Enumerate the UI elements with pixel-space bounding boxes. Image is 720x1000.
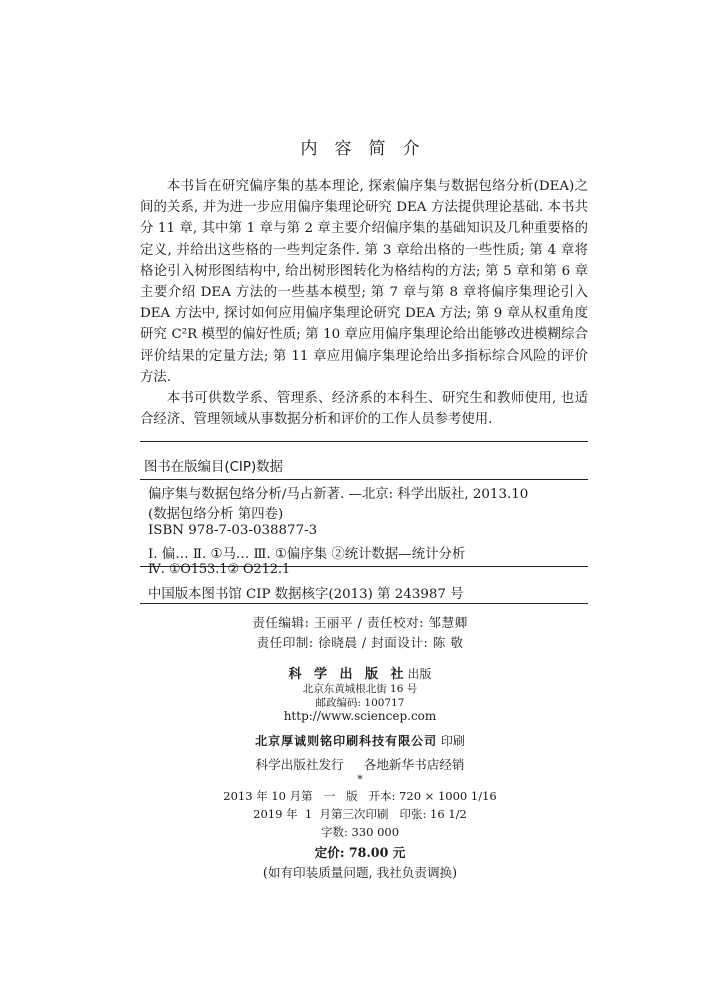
introduction <box>140 176 588 430</box>
word-count: 字数: 330 000 <box>320 825 400 839</box>
page-title: 内容简介 <box>300 139 437 159</box>
printer-role: 印刷 <box>440 734 465 748</box>
publisher-line <box>0 663 720 682</box>
quality-notice: (如有印装质量问题, 我社负责调换) <box>262 865 458 880</box>
intro-paragraph-1: 本书旨在研究偏序集的基本理论, 探索偏序集与数据包络分析(DEA)之间的关系, 并为进一步应用偏序集理论研究 DEA 方法提供理论基础. 本书共分 11 章, 其中第 1 章与第 2 章主要介绍偏序集的基础知识及几种重要格的定义, 并给出这些格的一些判定条件. 第 3 章给出格的一些性质; 第 4 章将格论引入树形图结构中, 给出树形图转化为格结构的方法; 第 5 章和第 6 章主要介绍 DEA 方法的一些基本模型; 第 7 章与第 8 章将偏序集理论引入 DEA 方法中, 探讨如何应用偏序集理论研究 DEA 方法; 第 9 章从权重角度研究 C²R 模型的偏好性质; 第 10 章应用偏序集理论给出能够改进模糊综合评价结果的定量方法; 第 11 章应用偏序集理论给出多指标综合风险的评价方法. <box>140 179 588 385</box>
intro-paragraph-2: 本书可供数学系、管理系、经济系的本科生、研究生和教师使用, 也适合经济、管理领域从事数据分析和评价的工作人员参考使用. <box>140 391 588 428</box>
printer-name: 北京厚诚则铭印刷科技有限公司 <box>255 734 438 748</box>
printer-line <box>0 732 720 749</box>
cip-isbn-line: ISBN 978-7-03-038877-3 <box>148 523 318 538</box>
publisher-postcode: 邮政编码: 100717 <box>315 697 405 709</box>
bottom-divider <box>140 603 588 604</box>
separator-star: * <box>357 773 363 786</box>
section-divider <box>140 441 588 442</box>
publisher-url: http://www.sciencep.com <box>283 709 437 723</box>
cip-subject-line: Ⅰ. 偏… Ⅱ. ①马… Ⅲ. ①偏序集 ②统计数据—统计分析 <box>148 547 466 562</box>
distribution-line <box>0 754 720 773</box>
distribution-left: 科学出版社发行 <box>255 757 344 772</box>
cip-record-number: 中国版本图书馆 CIP 数据核字(2013) 第 243987 号 <box>148 587 464 602</box>
publisher-role: 出版 <box>407 667 432 681</box>
publisher-name: 科 学 出 版 社 <box>288 667 408 682</box>
publisher-address: 北京东黄城根北街 16 号 <box>302 683 418 695</box>
printing-info: 2019 年 1 月第三次印刷 印张: 16 1/2 <box>253 807 467 821</box>
cip-series-line: (数据包络分析 第四卷) <box>148 507 284 522</box>
cip-title-line: 偏序集与数据包络分析/马占新著. —北京: 科学出版社, 2013.10 <box>148 487 529 502</box>
staff-production: 责任印制: 徐晓晨 / 封面设计: 陈 敬 <box>256 635 464 650</box>
cip-heading: 图书在版编目(CIP)数据 <box>144 460 283 475</box>
price: 定价: 78.00 元 <box>314 845 406 860</box>
staff-editors: 责任编辑: 王丽平 / 责任校对: 邹慧卿 <box>252 615 468 630</box>
edition-info: 2013 年 10 月第 一 版 开本: 720 × 1000 1/16 <box>223 789 497 803</box>
distribution-right: 各地新华书店经销 <box>363 757 465 772</box>
cip-class-line: Ⅳ. ①O153.1② O212.1 <box>148 562 291 577</box>
